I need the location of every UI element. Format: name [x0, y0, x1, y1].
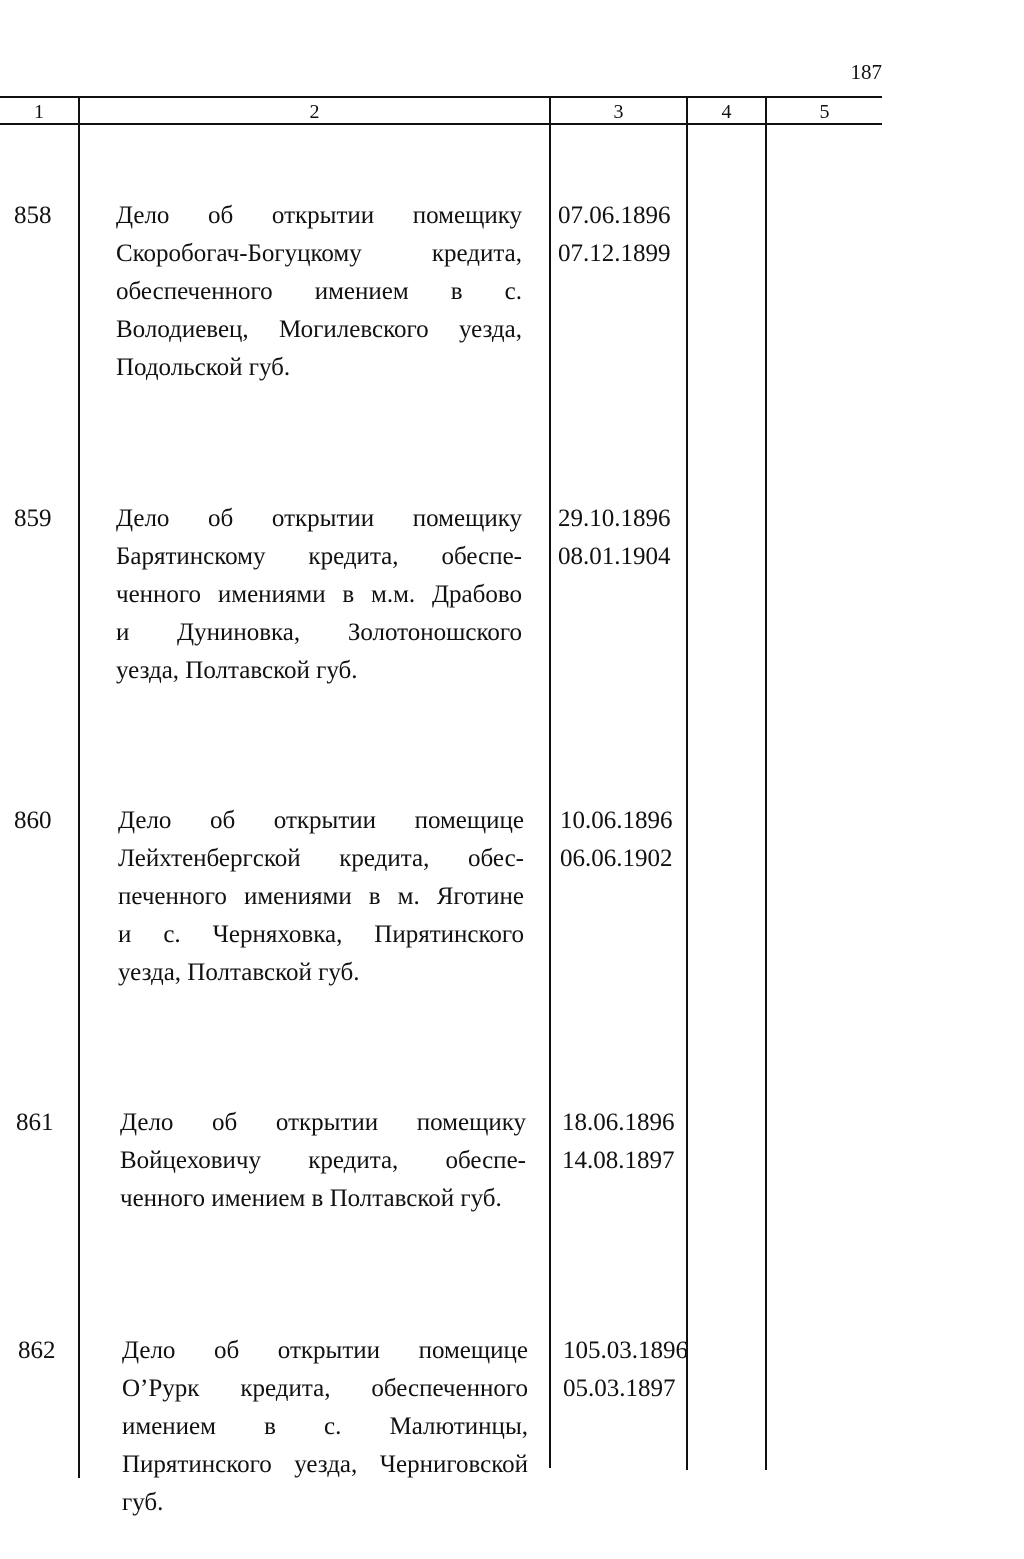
record-number: 862 — [18, 1337, 56, 1364]
record-dates — [560, 802, 700, 878]
start-date: 18.06.1896 — [562, 1109, 675, 1136]
column-header-1: 1 — [34, 101, 44, 123]
description-line: ченного имениями в м.м. Драбово — [116, 581, 522, 608]
description-line: и Дуниновка, Золотоношского — [116, 619, 522, 646]
description-line: имением в с. Малютинцы, — [122, 1413, 528, 1440]
description-line: Войцеховичу кредита, обеспе- — [120, 1147, 526, 1174]
description-line: печенного имениями в м. Яготине — [118, 883, 524, 910]
end-date: 06.06.1902 — [560, 845, 673, 872]
description-line: губ. — [122, 1489, 164, 1516]
description-line: Барятинскому кредита, обеспе- — [116, 543, 522, 570]
end-date: 08.01.1904 — [558, 543, 671, 570]
description-line: обеспеченного имением в с. — [116, 278, 522, 305]
record-number: 860 — [14, 807, 52, 834]
column-header-3: 3 — [613, 101, 624, 123]
column-divider-1 — [78, 97, 80, 1478]
record-dates — [563, 1332, 703, 1408]
start-date: 07.06.1896 — [558, 202, 671, 229]
record-description — [116, 500, 522, 690]
description-line: Дело об открытии помещице — [118, 807, 524, 834]
end-date: 05.03.1897 — [563, 1375, 676, 1402]
description-line: и с. Черняховка, Пирятинского — [118, 921, 524, 948]
column-divider-4 — [765, 97, 767, 1470]
start-date: 105.03.1896 — [563, 1337, 688, 1364]
column-header-4: 4 — [721, 101, 732, 123]
record-dates — [562, 1104, 702, 1180]
record-description — [120, 1104, 526, 1218]
page-number: 187 — [850, 60, 882, 84]
description-line: Дело об открытии помещику — [120, 1109, 526, 1136]
start-date: 29.10.1896 — [558, 505, 671, 532]
column-divider-3 — [686, 97, 688, 1470]
record-number: 859 — [14, 505, 52, 532]
start-date: 10.06.1896 — [560, 807, 673, 834]
description-line: Дело об открытии помещику — [116, 202, 522, 229]
record-dates — [558, 197, 698, 273]
column-header-2: 2 — [309, 101, 320, 123]
description-line: Дело об открытии помещику — [116, 505, 522, 532]
end-date: 14.08.1897 — [562, 1147, 675, 1174]
description-line: Володиевец, Могилевского уезда, — [116, 316, 522, 343]
description-line: уезда, Полтавской губ. — [118, 959, 360, 986]
description-line: Дело об открытии помещице — [122, 1337, 528, 1364]
record-number: 858 — [14, 202, 52, 229]
description-line: Подольской губ. — [116, 354, 291, 381]
record-dates — [558, 500, 698, 576]
description-line: ченного имением в Полтавской губ. — [120, 1185, 502, 1212]
record-description — [122, 1332, 528, 1522]
table-top-rule — [0, 96, 882, 98]
record-description — [118, 802, 524, 992]
column-divider-2 — [549, 97, 551, 1468]
description-line: Скоробогач-Богуцкому кредита, — [116, 240, 522, 267]
description-line: Пирятинского уезда, Черниговской — [122, 1451, 528, 1478]
column-header-5: 5 — [819, 101, 830, 123]
end-date: 07.12.1899 — [558, 240, 671, 267]
description-line: О’Рурк кредита, обеспеченного — [122, 1375, 528, 1402]
record-number: 861 — [16, 1109, 54, 1136]
record-description — [116, 197, 522, 387]
description-line: уезда, Полтавской губ. — [116, 657, 358, 684]
description-line: Лейхтенбергской кредита, обес- — [118, 845, 524, 872]
